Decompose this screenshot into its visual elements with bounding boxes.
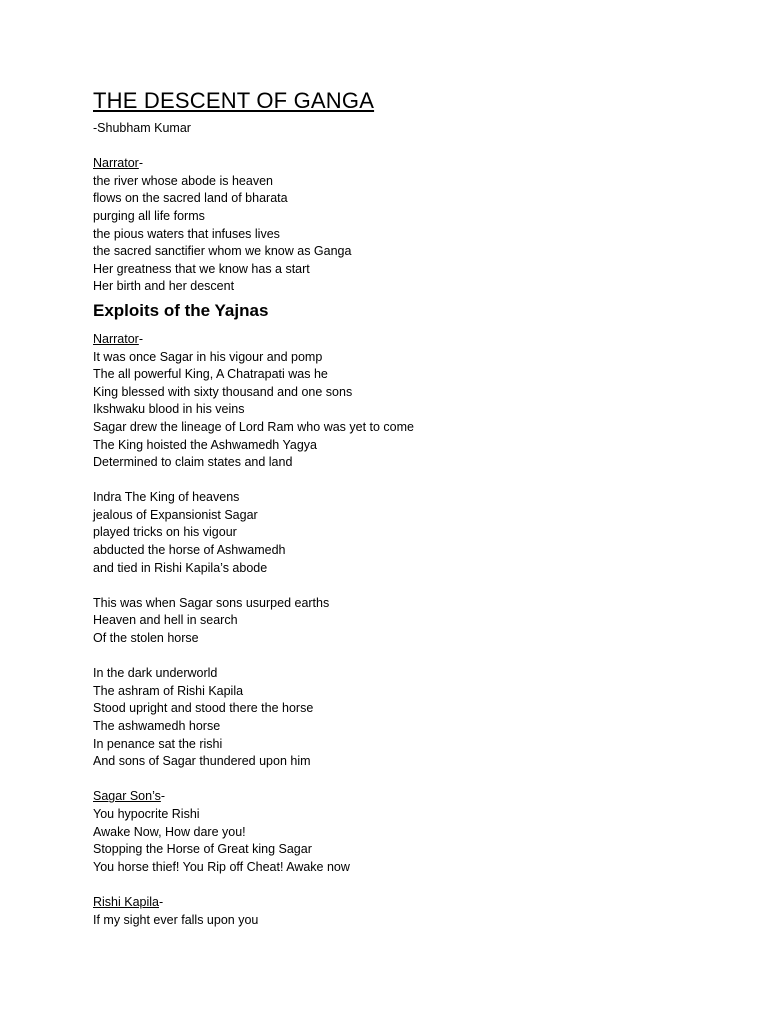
speaker-dash: - xyxy=(159,894,164,909)
verse-line: The all powerful King, A Chatrapati was he xyxy=(93,367,328,382)
verse-line: Determined to claim states and land xyxy=(93,455,293,470)
speaker-dash: - xyxy=(138,331,144,346)
verse-line: The ashwamedh horse xyxy=(93,719,221,733)
verse-line: the sacred sanctifier whom we know as Ganga xyxy=(93,244,352,259)
speaker-sagar-sons xyxy=(93,788,733,806)
speaker-rishi-kapila xyxy=(93,894,733,912)
speaker-narrator-1 xyxy=(93,155,733,173)
verse-line: Stopping the Horse of Great king Sagar xyxy=(93,842,312,857)
verse-line: Of the stolen horse xyxy=(93,631,199,646)
section-heading: Exploits of the Yajnas xyxy=(93,300,269,320)
speaker-name: Narrator xyxy=(93,331,139,346)
verse-line: jealous of Expansionist Sagar xyxy=(93,507,258,522)
speaker-dash: - xyxy=(160,789,166,804)
speaker-narrator-2 xyxy=(93,331,733,349)
verse-line: And sons of Sagar thundered upon him xyxy=(93,754,311,769)
verse-line: The ashram of Rishi Kapila xyxy=(93,683,244,698)
verse-line: Her greatness that we know has a start xyxy=(93,261,310,276)
verse-line: Awake Now, How dare you! xyxy=(93,824,246,839)
speaker-name: Sagar Son’s xyxy=(93,789,161,804)
verse-line: Sagar drew the lineage of Lord Ram who was yet to come xyxy=(93,419,415,434)
verse-line: Her birth and her descent xyxy=(93,279,235,294)
verse-line: In the dark underworld xyxy=(93,666,218,681)
author-line: -Shubham Kumar xyxy=(93,121,191,135)
verse-line: This was when Sagar sons usurped earths xyxy=(93,595,330,610)
verse-line: You horse thief! You Rip off Cheat! Awake now xyxy=(93,859,350,874)
verse-line: the pious waters that infuses lives xyxy=(93,226,280,241)
verse-line: and tied in Rishi Kapila’s abode xyxy=(93,560,268,575)
speaker-name: Rishi Kapila xyxy=(93,894,160,909)
verse-line: Stood upright and stood there the horse xyxy=(93,701,314,716)
document-title: THE DESCENT OF GANGA xyxy=(93,88,375,113)
verse-line: played tricks on his vigour xyxy=(93,525,237,540)
document-page xyxy=(93,88,733,929)
verse-line: the river whose abode is heaven xyxy=(93,173,273,188)
verse-line: abducted the horse of Ashwamedh xyxy=(93,543,286,558)
verse-line: The King hoisted the Ashwamedh Yagya xyxy=(93,437,317,452)
verse-line: You hypocrite Rishi xyxy=(93,806,200,821)
verse-line: Ikshwaku blood in his veins xyxy=(93,402,245,417)
verse-line: purging all life forms xyxy=(93,208,205,223)
verse-line: Indra The King of heavens xyxy=(93,490,240,505)
verse-line: King blessed with sixty thousand and one sons xyxy=(93,384,353,399)
verse-line: flows on the sacred land of bharata xyxy=(93,191,288,206)
verse-line: In penance sat the rishi xyxy=(93,736,223,751)
speaker-name: Narrator xyxy=(93,156,139,171)
speaker-dash: - xyxy=(138,156,144,171)
verse-line: It was once Sagar in his vigour and pomp xyxy=(93,349,323,364)
verse-line: If my sight ever falls upon you xyxy=(93,912,259,927)
verse-line: Heaven and hell in search xyxy=(93,613,238,628)
